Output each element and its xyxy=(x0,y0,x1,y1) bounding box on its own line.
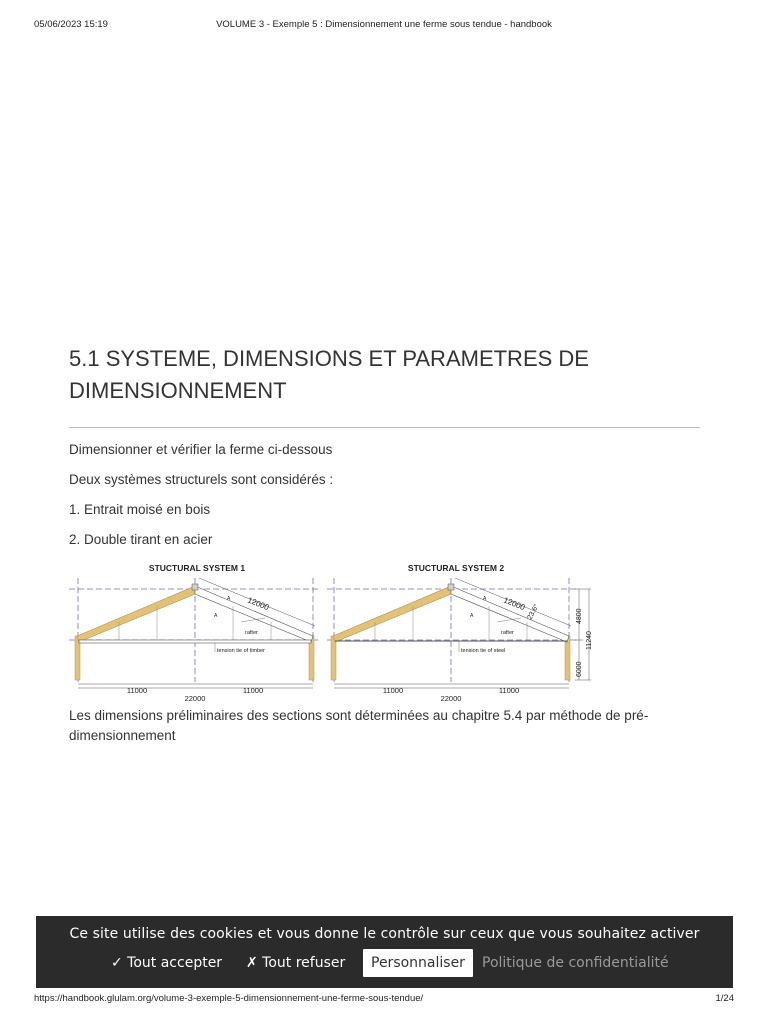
system1-left-rafter xyxy=(77,586,195,642)
cookie-banner xyxy=(36,916,733,988)
system1-section-mark-top: A xyxy=(227,596,231,602)
system2-height-total: 11240 xyxy=(586,631,593,650)
system2-section-mark-top: A xyxy=(483,596,487,602)
system2-left-rafter xyxy=(333,586,451,642)
page-number: 1/24 xyxy=(715,993,734,1004)
system2-height-bottom: 6000 xyxy=(576,661,583,677)
print-header xyxy=(34,19,734,33)
structural-system-2 xyxy=(327,563,593,703)
intro-paragraph: Dimensionner et vérifier la ferme ci-dessous xyxy=(69,442,333,457)
system1-section-mark-bottom: A xyxy=(214,613,218,619)
print-url: https://handbook.glulam.org/volume-3-exemple-5-dimensionnement-une-ferme-sous-tendue/ xyxy=(34,993,424,1004)
system1-apex-plate xyxy=(192,584,198,590)
cookie-actions xyxy=(36,949,733,977)
system2-section-mark-bottom: A xyxy=(470,613,474,619)
system1-title: STUCTURAL SYSTEM 1 xyxy=(148,563,246,573)
system1-tie-label: tension tie of timber xyxy=(217,648,265,654)
system2-height-top: 4800 xyxy=(576,608,583,624)
system2-tie-label: tension tie of steel xyxy=(461,648,506,654)
systems-paragraph: Deux systèmes structurels sont considérés : xyxy=(69,472,334,487)
structural-system-1 xyxy=(69,563,321,703)
section-title: 5.1 SYSTEME, DIMENSIONS ET PARAMETRES DE DIMENSIONNEMENT xyxy=(69,346,589,403)
system2-apex-plate xyxy=(448,584,454,590)
list-item-2: 2. Double tirant en acier xyxy=(69,532,213,547)
print-datetime: 05/06/2023 15:19 xyxy=(34,19,108,30)
system1-rafter-label: rafter xyxy=(245,630,258,636)
system2-dim-total: 22000 xyxy=(440,694,462,703)
title-divider xyxy=(69,427,700,428)
system1-dim-left: 11000 xyxy=(126,686,148,695)
system2-angle: 23.6° xyxy=(526,603,541,621)
privacy-policy-link[interactable]: Politique de confidentialité xyxy=(482,955,669,971)
print-footer xyxy=(34,993,734,1007)
system2-dim-right: 11000 xyxy=(498,686,520,695)
system1-rafter-length: 12000 xyxy=(246,595,271,613)
refuse-all-button[interactable]: ✗ Tout refuser xyxy=(246,949,345,977)
system1-dim-right: 11000 xyxy=(242,686,264,695)
accept-all-button[interactable]: ✓ Tout accepter xyxy=(111,949,222,977)
system2-rafter-label: rafter xyxy=(501,630,514,636)
customize-button[interactable]: Personnaliser xyxy=(363,949,473,977)
list-item-1: 1. Entrait moisé en bois xyxy=(69,502,211,517)
print-document-title: VOLUME 3 - Exemple 5 : Dimensionnement une ferme sous tendue - handbook xyxy=(216,19,552,30)
system2-dim-left: 11000 xyxy=(382,686,404,695)
system2-rafter-length: 12000 xyxy=(502,595,527,613)
system1-tension-tie xyxy=(79,640,311,643)
truss-diagram xyxy=(69,560,593,703)
truss-figure xyxy=(69,560,593,703)
cookie-message: Ce site utilise des cookies et vous donne le contrôle sur ceux que vous souhaitez activer xyxy=(69,926,700,942)
system2-left-post xyxy=(331,636,336,680)
system2-right-post xyxy=(565,636,570,680)
system1-dim-total: 22000 xyxy=(184,694,206,703)
predimension-paragraph: Les dimensions préliminaires des sections sont déterminées au chapitre 5.4 par méthode de pré-dimensionnement xyxy=(69,708,649,743)
system2-title: STUCTURAL SYSTEM 2 xyxy=(407,563,505,573)
